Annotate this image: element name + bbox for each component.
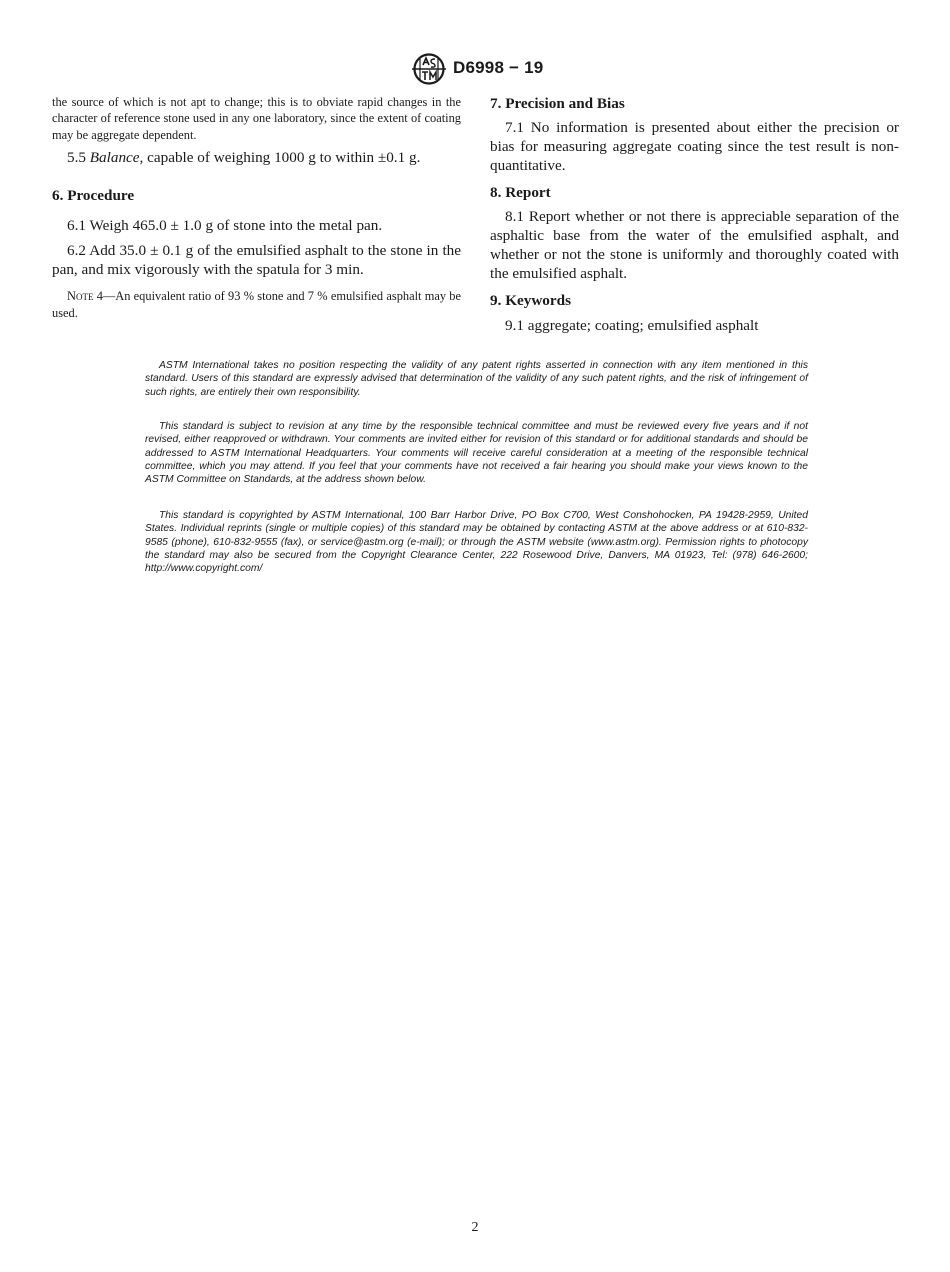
astm-logo-icon xyxy=(410,53,448,85)
continued-paragraph: the source of which is not apt to change; this is to obviate rapid changes in the character of reference stone used in any one laboratory, since the extent of coating may be aggregate dependent. xyxy=(52,95,461,142)
note-4 xyxy=(52,288,461,321)
page-header xyxy=(0,53,950,87)
note-text: —An equivalent ratio of 93 % stone and 7 % emulsified asphalt may be used. xyxy=(52,289,461,320)
paragraph-6-1: 6.1 Weigh 465.0 ± 1.0 g of stone into the metal pan. xyxy=(67,217,383,235)
left-column xyxy=(52,94,461,321)
paragraph-9-1: 9.1 aggregate; coating; emulsified asphalt xyxy=(505,317,759,334)
section-heading-report: 8. Report xyxy=(490,184,551,201)
paragraph-5-5 xyxy=(52,148,461,167)
section-heading-procedure: 6. Procedure xyxy=(52,187,135,205)
page-number: 2 xyxy=(471,1220,479,1235)
footer-patent-notice: ASTM International takes no position respecting the validity of any patent rights asserted in connection with any item mentioned in this standard. Users of this standard are expressly advised that determination of the validity of any such patent rights, and the risk of infringement of such rights, are entirely their own responsibility. xyxy=(145,360,808,398)
paragraph-7-1: 7.1 No information is presented about either the precision or bias for measuring aggregate coating since the test result is non-quantitative. xyxy=(490,119,899,174)
section-heading-precision: 7. Precision and Bias xyxy=(490,95,625,112)
footer-revision-notice: This standard is subject to revision at any time by the responsible technical committee and must be reviewed every five years and if not revised, either reapproved or withdrawn. Your comments are invited either for revision of this standard or for additional standards and should be addressed to ASTM International Headquarters. Your comments will receive careful consideration at a meeting of the responsible technical committee, which you may attend. If you feel that your comments have not received a fair hearing you should make your views known to the ASTM Committee on Standards, at the address shown below. xyxy=(145,421,808,486)
term-balance: Balance, xyxy=(89,149,144,167)
section-heading-keywords: 9. Keywords xyxy=(490,292,571,309)
footer-copyright-notice: This standard is copyrighted by ASTM International, 100 Barr Harbor Drive, PO Box C700, West Conshohocken, PA 19428-2959, United States. Individual reprints (single or multiple copies) of this standard may be obtained by contacting ASTM at the above address or at 610-832-9585 (phone), 610-832-9555 (fax), or service@astm.org (e-mail); or through the ASTM website (www.astm.org). Permission rights to photocopy the standard may also be secured from the Copyright Clearance Center, 222 Rosewood Drive, Danvers, MA 01923, Tel: (978) 646-2600; http://www.copyright.com/ xyxy=(145,510,808,575)
paragraph-text: capable of weighing 1000 g to within ±0.1 g. xyxy=(147,149,421,167)
right-column xyxy=(490,94,899,335)
paragraph-6-2: 6.2 Add 35.0 ± 0.1 g of the emulsified asphalt to the stone in the pan, and mix vigorously with the spatula for 3 min. xyxy=(52,242,461,279)
paragraph-8-1: 8.1 Report whether or not there is appreciable separation of the asphaltic base from the water of the emulsified asphalt, and whether or not the stone is uniformly and thoroughly coated with the emulsified asphalt. xyxy=(490,208,899,282)
document-designation: D6998 − 19 xyxy=(453,58,544,77)
note-label: Note 4 xyxy=(67,289,103,304)
paragraph-number: 5.5 xyxy=(67,149,86,167)
